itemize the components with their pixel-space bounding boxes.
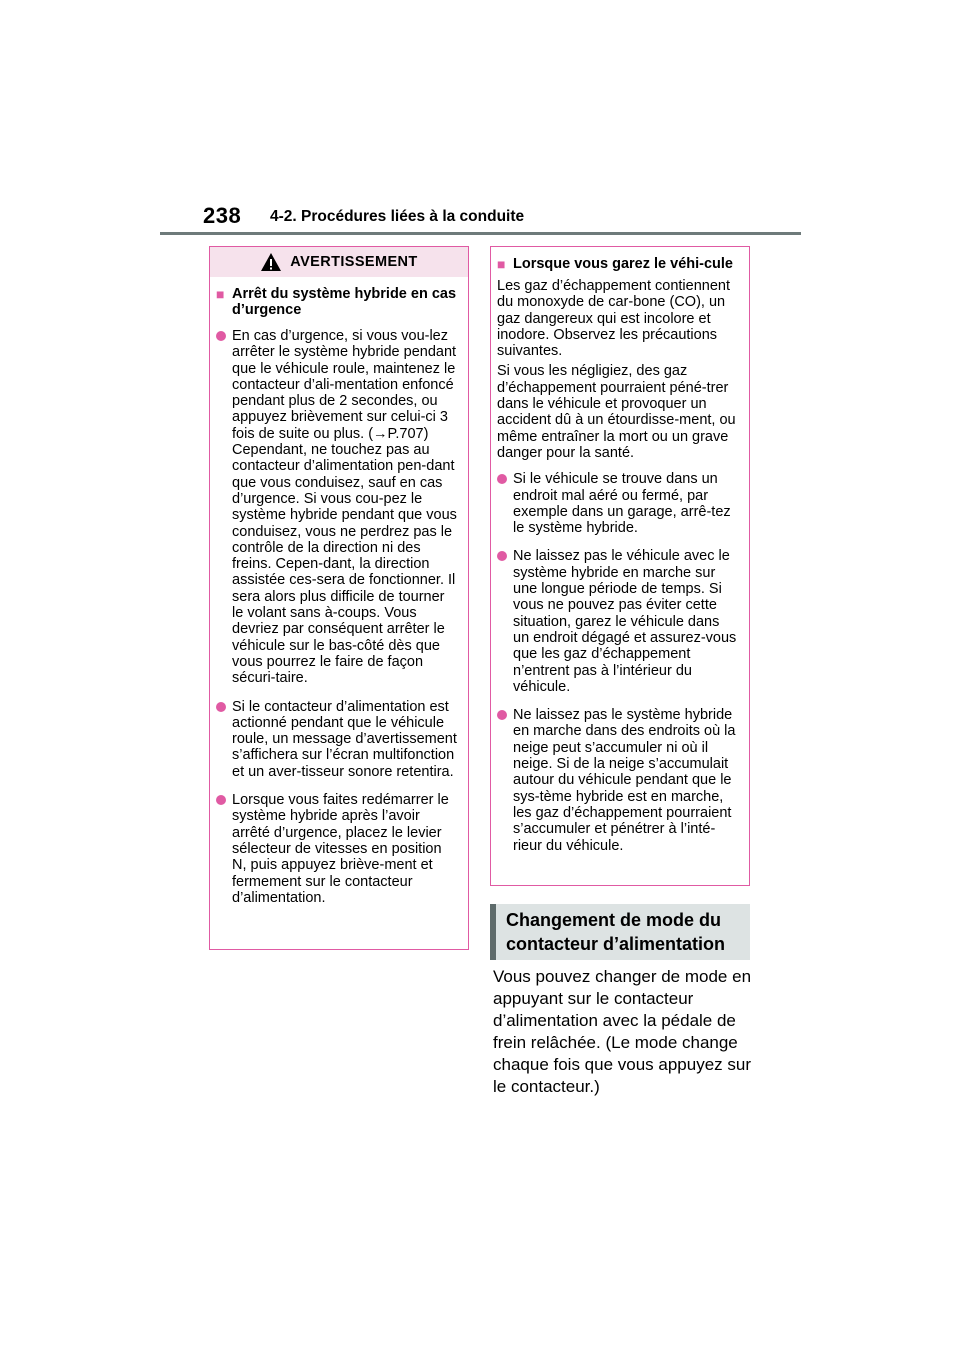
parking-bullet-text: Ne laissez pas le véhicule avec le système hybride en marche sur une longue période de temps. Si vous ne pouvez pas éviter cette situation, garez le véhicule dans un endroit dégagé et assurez-vous que les gaz d’échappement n’entrent pas à l’intérieur du véhicule. — [513, 548, 737, 695]
parking-bullet-text: Ne laissez pas le système hybride en marche dans des endroits où la neige peut s’accumuler ni où il neige. Si de la neige s’accumulait autour du véhicule pendant que le sys-tème hybride est en marche, les gaz d’échappement pourraient s’accumuler et pénétrer à l’inté-rieur du véhicule. — [513, 707, 736, 854]
bullet-dot-icon — [497, 551, 507, 561]
parking-warning-box — [490, 246, 750, 886]
warning-bullet-text: Lorsque vous faites redémarrer le système hybride après l’avoir arrêté d’urgence, placez le levier sélecteur de vitesses en position N, puis appuyez briève-ment et fermement sur le contacteur d’alimentation. — [232, 792, 449, 906]
parking-subhead — [497, 256, 739, 272]
warning-triangle-icon — [260, 252, 282, 272]
parking-bullet — [497, 548, 739, 695]
warning-bullet — [216, 699, 458, 780]
warning-header — [210, 247, 468, 277]
warning-title: AVERTISSEMENT — [290, 254, 418, 270]
warning-bullet-text: En cas d’urgence, si vous vou-lez arrêter le système hybride pendant que le véhicule roule, maintenez le contacteur d’ali-mentation enfoncé pendant plus de 2 secondes, ou appuyez brièvement sur celui-ci 3 fois de suite ou plus. (→P.707) Cependant, ne touchez pas au contacteur d’alimentation pen-dant que vous conduisez, sauf en cas d’urgence. Si vous cou-pez le système hybride pendant que vous conduisez, vous ne perdrez pas le contrôle de la direction ni des freins. Cepen-dant, la direction assistée ces-sera de fonctionner. Il sera alors plus difficile de tourner le volant sans à-coups. Vous devriez par conséquent arrêter le véhicule sur le bas-côté dès que vous pourrez le faire de façon sécuri-taire. — [232, 328, 457, 687]
section-heading: Changement de mode du contacteur d’alimentation — [490, 904, 750, 960]
bullet-dot-icon — [216, 702, 226, 712]
warning-subhead-text: Arrêt du système hybride en cas d’urgence — [232, 286, 457, 318]
warning-bullet-text: Si le contacteur d’alimentation est actionné pendant que le véhicule roule, un message d’avertissement s’affichera sur l’écran multifonction et un aver-tisseur sonore retentira. — [232, 698, 457, 780]
bullet-dot-icon — [497, 710, 507, 720]
warning-box — [209, 246, 469, 950]
bullet-dot-icon — [216, 331, 226, 341]
section-body-text: Vous pouvez changer de mode en appuyant sur le contacteur d’alimentation avec la pédale de frein relâchée. (Le mode change chaque fois que vous appuyez sur le contacteur.) — [493, 967, 752, 1096]
parking-paragraph: Si vous les négligiez, des gaz d’échappement pourraient péné-trer dans le véhicule et provoquer un accident dû à un étourdisse-ment, ou même entraîner la mort ou un grave danger pour la santé. — [497, 363, 736, 461]
warning-subhead — [216, 286, 458, 318]
header-rule — [160, 232, 801, 235]
square-bullet-icon: ■ — [216, 286, 225, 302]
chapter-title: 4-2. Procédures liées à la conduite — [270, 208, 525, 225]
warning-bullet — [216, 792, 458, 906]
parking-paragraph: Les gaz d’échappement contiennent du monoxyde de car-bone (CO), un gaz dangereux qui est incolore et inodore. Observez les précautions suivantes. — [497, 278, 730, 360]
parking-subhead-text: Lorsque vous garez le véhi-cule — [513, 256, 733, 272]
bullet-dot-icon — [497, 474, 507, 484]
warning-bullet — [216, 328, 458, 687]
page-number: 238 — [203, 203, 242, 228]
square-bullet-icon: ■ — [497, 256, 506, 272]
bullet-dot-icon — [216, 795, 226, 805]
parking-bullet-text: Si le véhicule se trouve dans un endroit mal aéré ou fermé, par exemple dans un garage, arrê-tez le système hybride. — [513, 471, 731, 537]
parking-bullet — [497, 707, 739, 854]
parking-bullet — [497, 471, 739, 536]
